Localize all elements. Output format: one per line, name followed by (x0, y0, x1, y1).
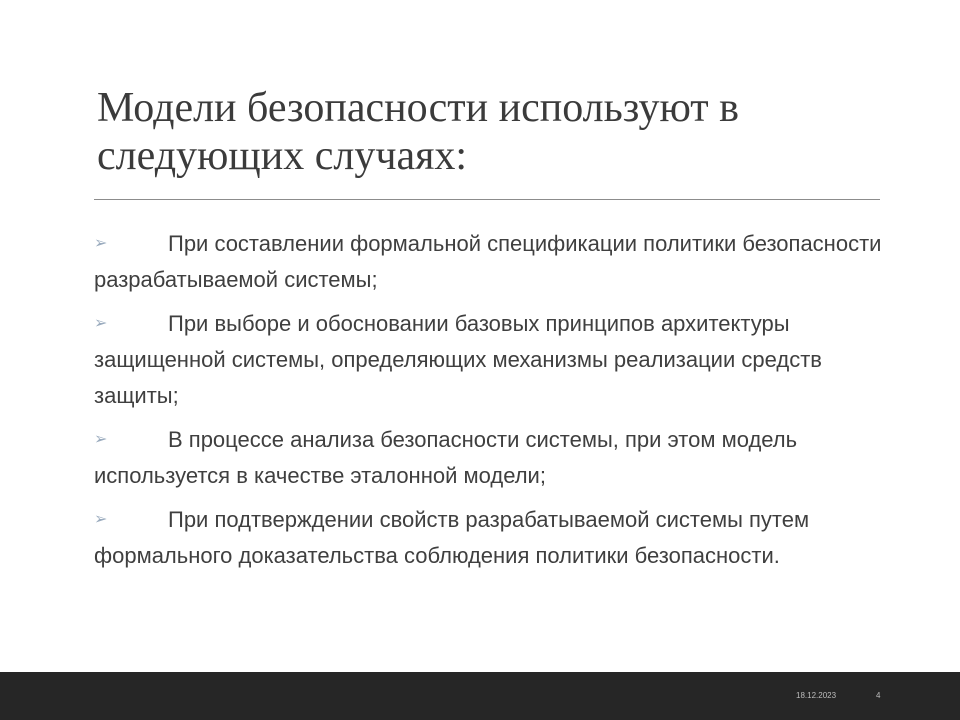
bullet-item (94, 226, 894, 298)
bullet-text: При выборе и обосновании базовых принципов архитектуры защищенной системы, определяющих механизмы реализации средств защиты; (94, 311, 822, 408)
arrow-bullet-icon: ➢ (94, 431, 108, 448)
slide-title: Модели безопасности используют в следующих случаях: (97, 85, 739, 179)
footer-bar (0, 672, 960, 720)
bullet-text: В процессе анализа безопасности системы, при этом модель используется в качестве эталонной модели; (94, 427, 798, 488)
arrow-bullet-icon: ➢ (94, 511, 108, 528)
bullet-item (94, 306, 894, 414)
arrow-bullet-icon: ➢ (94, 235, 108, 252)
bullet-text: При составлении формальной спецификации политики безопасности разрабатываемой системы; (94, 231, 882, 292)
slide-number: 4 (876, 691, 881, 700)
title-divider (94, 199, 880, 200)
bullet-text: При подтверждении свойств разрабатываемой системы путем формального доказательства соблюдения политики безопасности. (94, 507, 810, 568)
footer-date: 18.12.2023 (796, 691, 837, 700)
bullet-list (94, 226, 894, 582)
bullet-item (94, 502, 894, 574)
bullet-item (94, 422, 894, 494)
arrow-bullet-icon: ➢ (94, 315, 108, 332)
